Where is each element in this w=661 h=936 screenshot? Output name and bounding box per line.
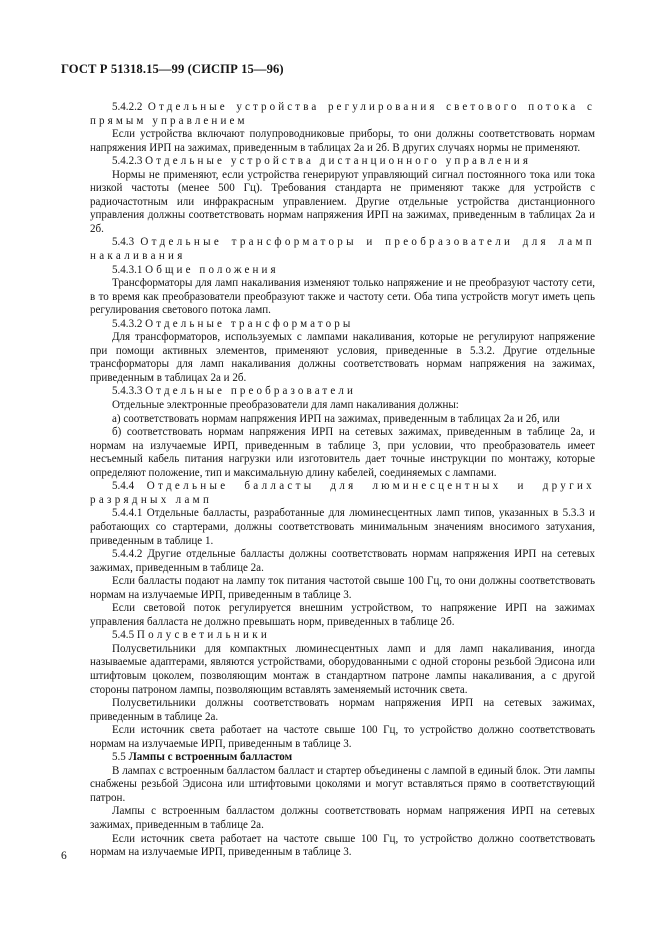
section-title: Отдельные устройства дистанционного управления (145, 155, 532, 168)
section-number: 5.4.2.2 (112, 101, 143, 113)
section-number: 5.4.3.2 (112, 317, 143, 330)
body-paragraph: Если источник света работает на частоте свыше 100 Гц, то устройство должно соответствовать нормам на излучаемые ИРП, приведенным в таблице 3. (90, 832, 595, 859)
running-header: ГОСТ Р 51318.15—99 (СИСПР 15—96) (61, 62, 284, 76)
section-heading (90, 751, 595, 765)
body-paragraph: Полусветильники для компактных люминесцентных ламп и для ламп накаливания, иногда называемые адаптерами, являются устройствами, оборудованными с одной стороны резьбой Эдисона или штифтовым цоколем, позволяющим монтаж в стандартном патроне лампы накаливания, а с другой стороны патроном лампы, позволяющим вставлять заменяемый источник света. (90, 642, 595, 696)
body-paragraph: Нормы не применяют, если устройства генерируют управляющий сигнал постоянного тока или тока низкой частоты (менее 500 Гц). Требования стандарта не применяют также для устройств с радиочастотным или инфракрасным управлением. Другие отдельные устройства дистанционного управления должны соответствовать нормам напряжения ИРП на зажимах, приведенным в таблицах 2а и 2б. (90, 168, 595, 235)
body-paragraph: Отдельные электронные преобразователи для ламп накаливания должны: (112, 399, 459, 412)
section-heading (90, 155, 595, 169)
section-heading (90, 629, 595, 643)
document-body (90, 101, 595, 860)
section-number: 5.4.3 (112, 236, 135, 249)
section-heading (90, 264, 595, 278)
section-heading (90, 236, 595, 263)
section-heading (90, 385, 595, 399)
section-heading (90, 318, 595, 332)
body-paragraph: 5.4.4.1 Отдельные балласты, разработанные для люминесцентных ламп типов, указанных в 5.3.3 и работающих со стартерами, должны соответствовать минимальным значениям вносимого затухания, приведенным в таблице 1. (90, 507, 595, 547)
body-paragraph: Трансформаторы для ламп накаливания изменяют только напряжение и не преобразуют частоту сети, в то время как преобразователи преобразуют также и частоту сети. Оба типа устройств могут иметь цепь регулирования светового потока ламп. (90, 277, 595, 317)
section-number: 5.4.3.1 (112, 263, 143, 276)
body-paragraph: Если источник света работает на частоте свыше 100 Гц, то устройство должно соответствовать нормам на излучаемые ИРП, приведенным в таблице 3. (90, 724, 595, 750)
section-number: 5.4.3.3 (112, 385, 143, 398)
page-number: 6 (61, 850, 67, 862)
section-title: Отдельные балласты для люминесцентных и других разрядных ламп (90, 480, 595, 506)
section-title: Полусветильники (136, 629, 271, 642)
section-heading (90, 480, 595, 507)
body-paragraph: 5.4.4.2 Другие отдельные балласты должны соответствовать нормам напряжения ИРП на сетевых зажимах, приведенным в таблице 2а. (90, 548, 595, 574)
body-paragraph: Для трансформаторов, используемых с лампами накаливания, которые не регулируют напряжение при помощи активных элементов, применяют условия, приведенные в 5.3.2. Другие отдельные трансформаторы для ламп накаливания должны соответствовать нормам напряжения на зажимах, приведенным в таблицах 2а и 2б. (90, 331, 595, 384)
section-title: Отдельные преобразователи (145, 385, 356, 398)
section-title: Отдельные устройства регулирования светового потока с прямым управлением (90, 101, 595, 127)
body-paragraph: Если устройства включают полупроводниковые приборы, то они должны соответствовать нормам напряжения ИРП на зажимах, приведенным в таблицах 2а и 2б. В других случаях нормы не применяют. (90, 128, 595, 154)
section-title: Лампы с встроенным балластом (128, 751, 293, 764)
body-paragraph: Если световой поток регулируется внешним устройством, то напряжение ИРП на зажимах управления балласта не должно превышать норм, приведенных в таблице 2б. (90, 602, 595, 628)
section-number: 5.4.2.3 (112, 155, 143, 168)
body-paragraph: В лампах с встроенным балластом балласт и стартер объединены с лампой в единый блок. Эти лампы снабжены резьбой Эдисона или штифтовыми цоколями и могут вставляться прямо в соответствующий патрон. (90, 764, 595, 804)
body-paragraph: Лампы с встроенным балластом должны соответствовать нормам напряжения ИРП на сетевых зажимах, приведенным в таблице 2а. (90, 805, 595, 831)
body-paragraph: а) соответствовать нормам напряжения ИРП на зажимах, приведенным в таблицах 2а и 2б, или (112, 412, 560, 425)
section-title: Отдельные трансформаторы и преобразователи для ламп накаливания (90, 236, 595, 263)
body-paragraph: Полусветильники должны соответствовать нормам напряжения ИРП на сетевых зажимах, приведенным в таблице 2а. (90, 697, 595, 723)
section-title: Отдельные трансформаторы (145, 317, 354, 330)
section-number: 5.4.4 (112, 480, 135, 493)
section-number: 5.5 (112, 751, 126, 764)
body-paragraph: б) соответствовать нормам напряжения ИРП на сетевых зажимах, приведенным в таблице 2а, и нормам на излучаемые ИРП, приведенным в таблице 3, при условии, что преобразователь имеет несъемный кабель питания нагрузки или изготовитель дает точные инструкции по монтажу, которые определяют положение, тип и максимальную длину кабелей, соединяемых с лампами. (90, 426, 595, 479)
section-title: Общие положения (145, 263, 279, 276)
body-paragraph: Если балласты подают на лампу ток питания частотой свыше 100 Гц, то они должны соответствовать нормам на излучаемые ИРП, приведенным в таблице 3. (90, 575, 595, 601)
section-heading (90, 101, 595, 128)
section-number: 5.4.5 (112, 629, 135, 642)
